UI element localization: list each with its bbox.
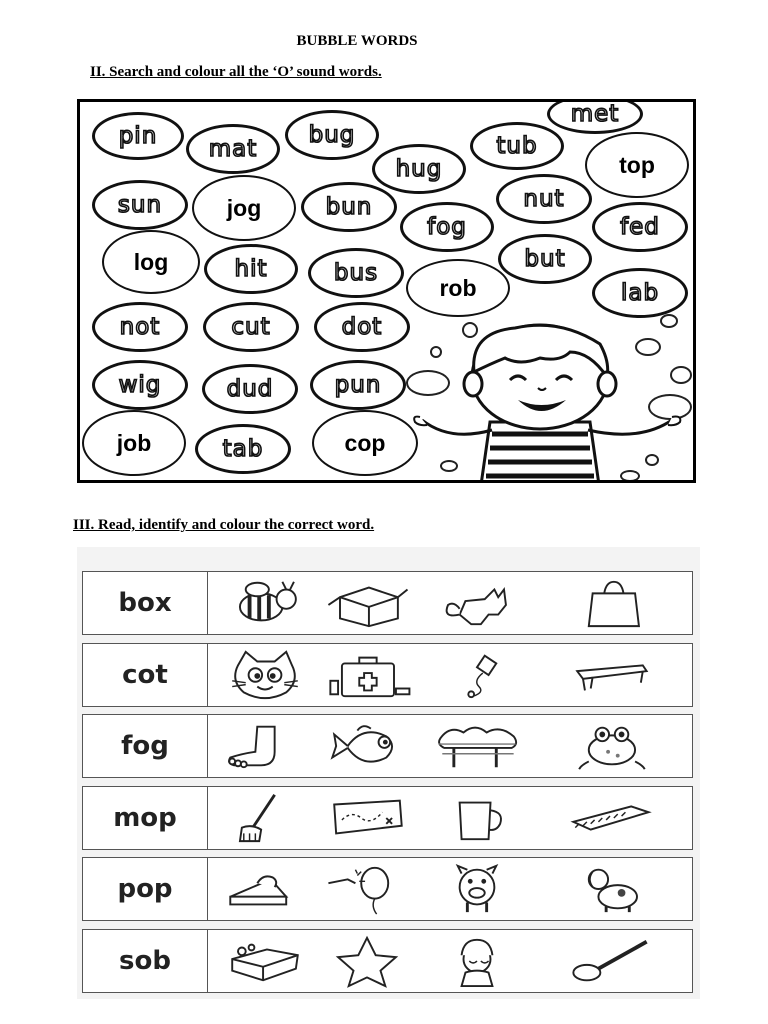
kite-icon[interactable] bbox=[430, 648, 524, 702]
dog-icon[interactable] bbox=[563, 862, 657, 916]
word-row-fog bbox=[82, 714, 693, 778]
mat-icon[interactable] bbox=[563, 791, 657, 845]
pig-icon[interactable] bbox=[430, 862, 524, 916]
word-bubble-fed[interactable]: fed bbox=[592, 202, 688, 252]
cot-icon[interactable] bbox=[563, 648, 657, 702]
mop-icon[interactable] bbox=[218, 791, 312, 845]
word-bubble-dud[interactable]: dud bbox=[202, 364, 298, 414]
word-bubble-nut[interactable]: nut bbox=[496, 174, 592, 224]
word-bubble-hit[interactable]: hit bbox=[204, 244, 298, 294]
word-bubble-met[interactable]: met bbox=[547, 99, 643, 134]
word-bubble-wig[interactable]: wig bbox=[92, 360, 188, 410]
word-bubble-cut[interactable]: cut bbox=[203, 302, 299, 352]
fox-icon[interactable] bbox=[430, 576, 524, 630]
mug-icon[interactable] bbox=[430, 791, 524, 845]
row-word: pop bbox=[83, 858, 208, 920]
word-bubble-dot[interactable]: dot bbox=[314, 302, 410, 352]
fog-trees-icon[interactable] bbox=[430, 719, 524, 773]
crying-girl-icon[interactable] bbox=[430, 934, 524, 988]
spoon-icon[interactable] bbox=[563, 934, 657, 988]
row-word: fog bbox=[83, 715, 208, 777]
bubble-words-panel bbox=[77, 99, 696, 483]
word-row-box bbox=[82, 571, 693, 635]
word-bubble-bun[interactable]: bun bbox=[301, 182, 397, 232]
word-bubble-not[interactable]: not bbox=[92, 302, 188, 352]
word-bubble-bug[interactable]: bug bbox=[285, 110, 379, 160]
pie-icon[interactable] bbox=[218, 862, 312, 916]
word-bubble-fog[interactable]: fog bbox=[400, 202, 494, 252]
section-3-heading: III. Read, identify and colour the correct word. bbox=[73, 517, 375, 533]
word-bubble-bus[interactable]: bus bbox=[308, 248, 404, 298]
word-row-pop bbox=[82, 857, 693, 921]
bag-icon[interactable] bbox=[563, 576, 657, 630]
word-bubble-job[interactable]: job bbox=[82, 410, 186, 476]
bee-icon[interactable] bbox=[218, 576, 312, 630]
row-word: box bbox=[83, 572, 208, 634]
word-row-sob bbox=[82, 929, 693, 993]
word-row-cot bbox=[82, 643, 693, 707]
word-bubble-tab[interactable]: tab bbox=[195, 424, 291, 474]
word-bubble-pun[interactable]: pun bbox=[310, 360, 406, 410]
word-bubble-lab[interactable]: lab bbox=[592, 268, 688, 318]
word-bubble-but[interactable]: but bbox=[498, 234, 592, 284]
word-bubble-mat[interactable]: mat bbox=[186, 124, 280, 174]
word-picture-table bbox=[77, 547, 700, 999]
word-bubble-rob[interactable]: rob bbox=[406, 259, 510, 317]
word-bubble-tub[interactable]: tub bbox=[470, 122, 564, 170]
fish-icon[interactable] bbox=[320, 719, 414, 773]
row-word: mop bbox=[83, 787, 208, 849]
star-icon[interactable] bbox=[320, 934, 414, 988]
word-bubble-log[interactable]: log bbox=[102, 230, 200, 294]
page-title: BUBBLE WORDS bbox=[296, 33, 418, 49]
soap-icon[interactable] bbox=[218, 934, 312, 988]
word-bubble-cop[interactable]: cop bbox=[312, 410, 418, 476]
word-bubble-hug[interactable]: hug bbox=[372, 144, 466, 194]
map-icon[interactable] bbox=[320, 791, 414, 845]
word-bubble-jog[interactable]: jog bbox=[192, 175, 296, 241]
word-bubble-sun[interactable]: sun bbox=[92, 180, 188, 230]
row-word: cot bbox=[83, 644, 208, 706]
boy-illustration bbox=[410, 322, 696, 483]
frog-icon[interactable] bbox=[563, 719, 657, 773]
section-2-heading: II. Search and colour all the ‘O’ sound words. bbox=[90, 64, 382, 80]
first-aid-kit-icon[interactable] bbox=[320, 648, 414, 702]
cat-icon[interactable] bbox=[218, 648, 312, 702]
row-word: sob bbox=[83, 930, 208, 992]
balloon-pop-icon[interactable] bbox=[320, 862, 414, 916]
foot-icon[interactable] bbox=[218, 719, 312, 773]
word-bubble-top[interactable]: top bbox=[585, 132, 689, 198]
box-icon[interactable] bbox=[320, 576, 414, 630]
word-bubble-pin[interactable]: pin bbox=[92, 112, 184, 160]
word-row-mop bbox=[82, 786, 693, 850]
